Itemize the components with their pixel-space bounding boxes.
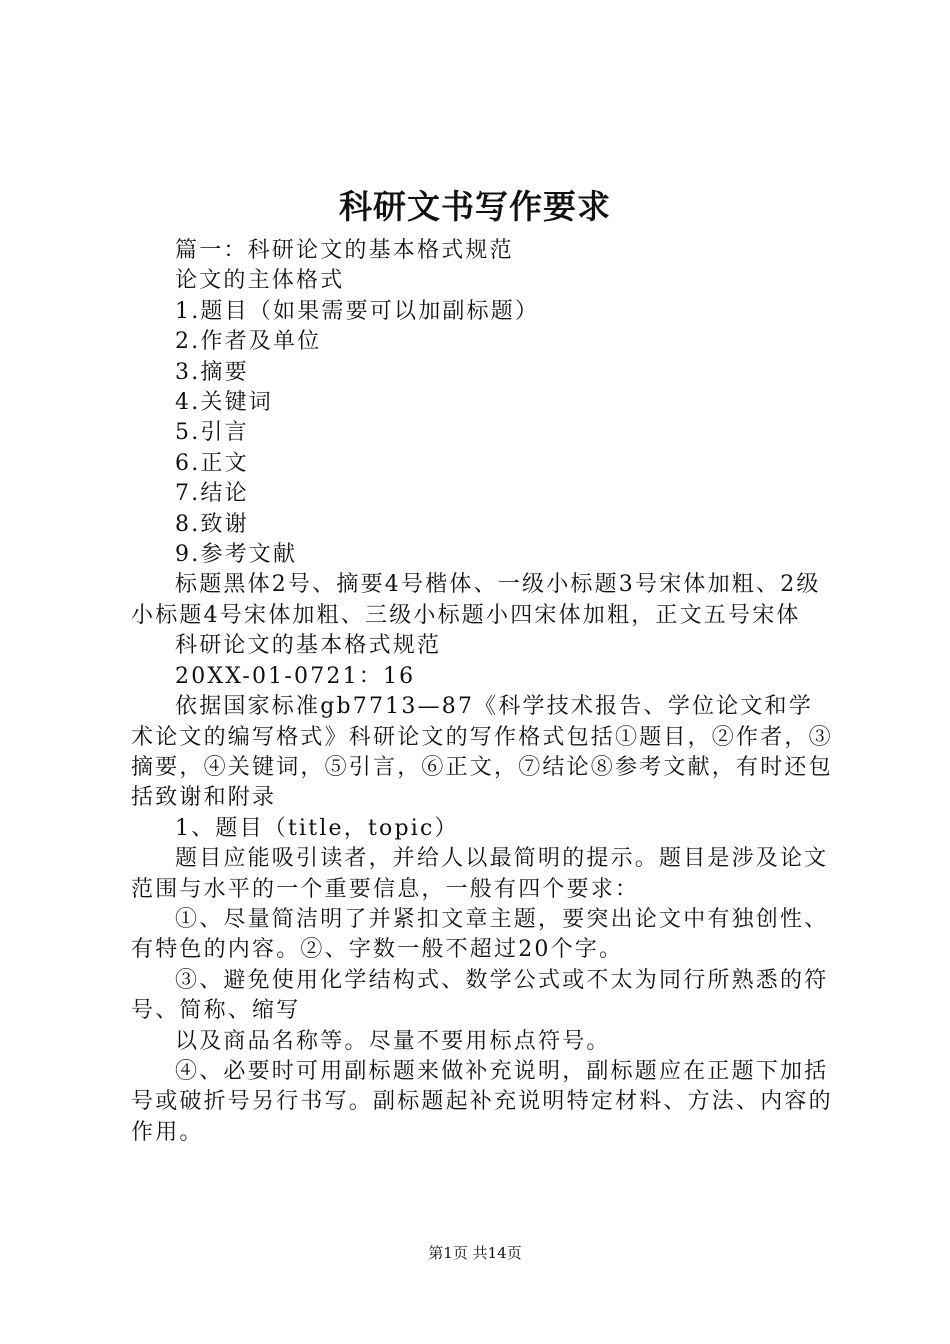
- paragraph: ③、避免使用化学结构式、数学公式或不太为同行所熟悉的符号、简称、缩写: [131, 967, 829, 1024]
- paragraph: ①、尽量简洁明了并紧扣文章主题，要突出论文中有独创性、有特色的内容。②、字数一般不超过20个字。: [131, 906, 829, 963]
- page-footer: 第1页 共14页: [428, 1244, 522, 1262]
- paragraph: 论文的主体格式: [175, 268, 345, 294]
- paragraph: 题目应能吸引读者，并给人以最简明的提示。题目是涉及论文范围与水平的一个重要信息，一般有四个要求：: [131, 846, 829, 902]
- paragraph: 依据国家标准gb7713—87《科学技术报告、学位论文和学术论文的编写格式》科研论文的写作格式包括①题目，②作者，③摘要，④关键词，⑤引言，⑥正文，⑦结论⑧参考文献，有时还包括致谢和附录: [131, 694, 833, 811]
- paragraph: 标题黑体2号、摘要4号楷体、一级小标题3号宋体加粗、2级小标题4号宋体加粗、三级小标题小四宋体加粗，正文五号宋体: [131, 572, 821, 628]
- paragraph: 科研论文的基本格式规范: [175, 633, 442, 659]
- paragraph: 8.致谢: [175, 511, 249, 537]
- document-body: [131, 236, 833, 1148]
- paragraph: 4.关键词: [175, 390, 273, 416]
- paragraph: 1、题目（title，topic）: [175, 815, 459, 841]
- paragraph: 5.引言: [175, 420, 249, 446]
- paragraph: 以及商品名称等。尽量不要用标点符号。: [175, 1028, 611, 1054]
- paragraph: 2.作者及单位: [175, 329, 322, 355]
- document-title: 科研文书写作要求: [339, 187, 611, 226]
- paragraph: 7.结论: [175, 481, 249, 507]
- paragraph: 20XX-01-0721：16: [175, 663, 416, 689]
- paragraph: 6.正文: [175, 450, 249, 476]
- paragraph: 篇一：科研论文的基本格式规范: [175, 238, 514, 263]
- paragraph: ④、必要时可用副标题来做补充说明，副标题应在正题下加括号或破折号另行书写。副标题起补充说明特定材料、方法、内容的作用。: [131, 1058, 833, 1145]
- paragraph: 3.摘要: [175, 359, 249, 385]
- paragraph: 9.参考文献: [175, 542, 298, 568]
- paragraph: 1.题目（如果需要可以加副标题）: [175, 298, 540, 324]
